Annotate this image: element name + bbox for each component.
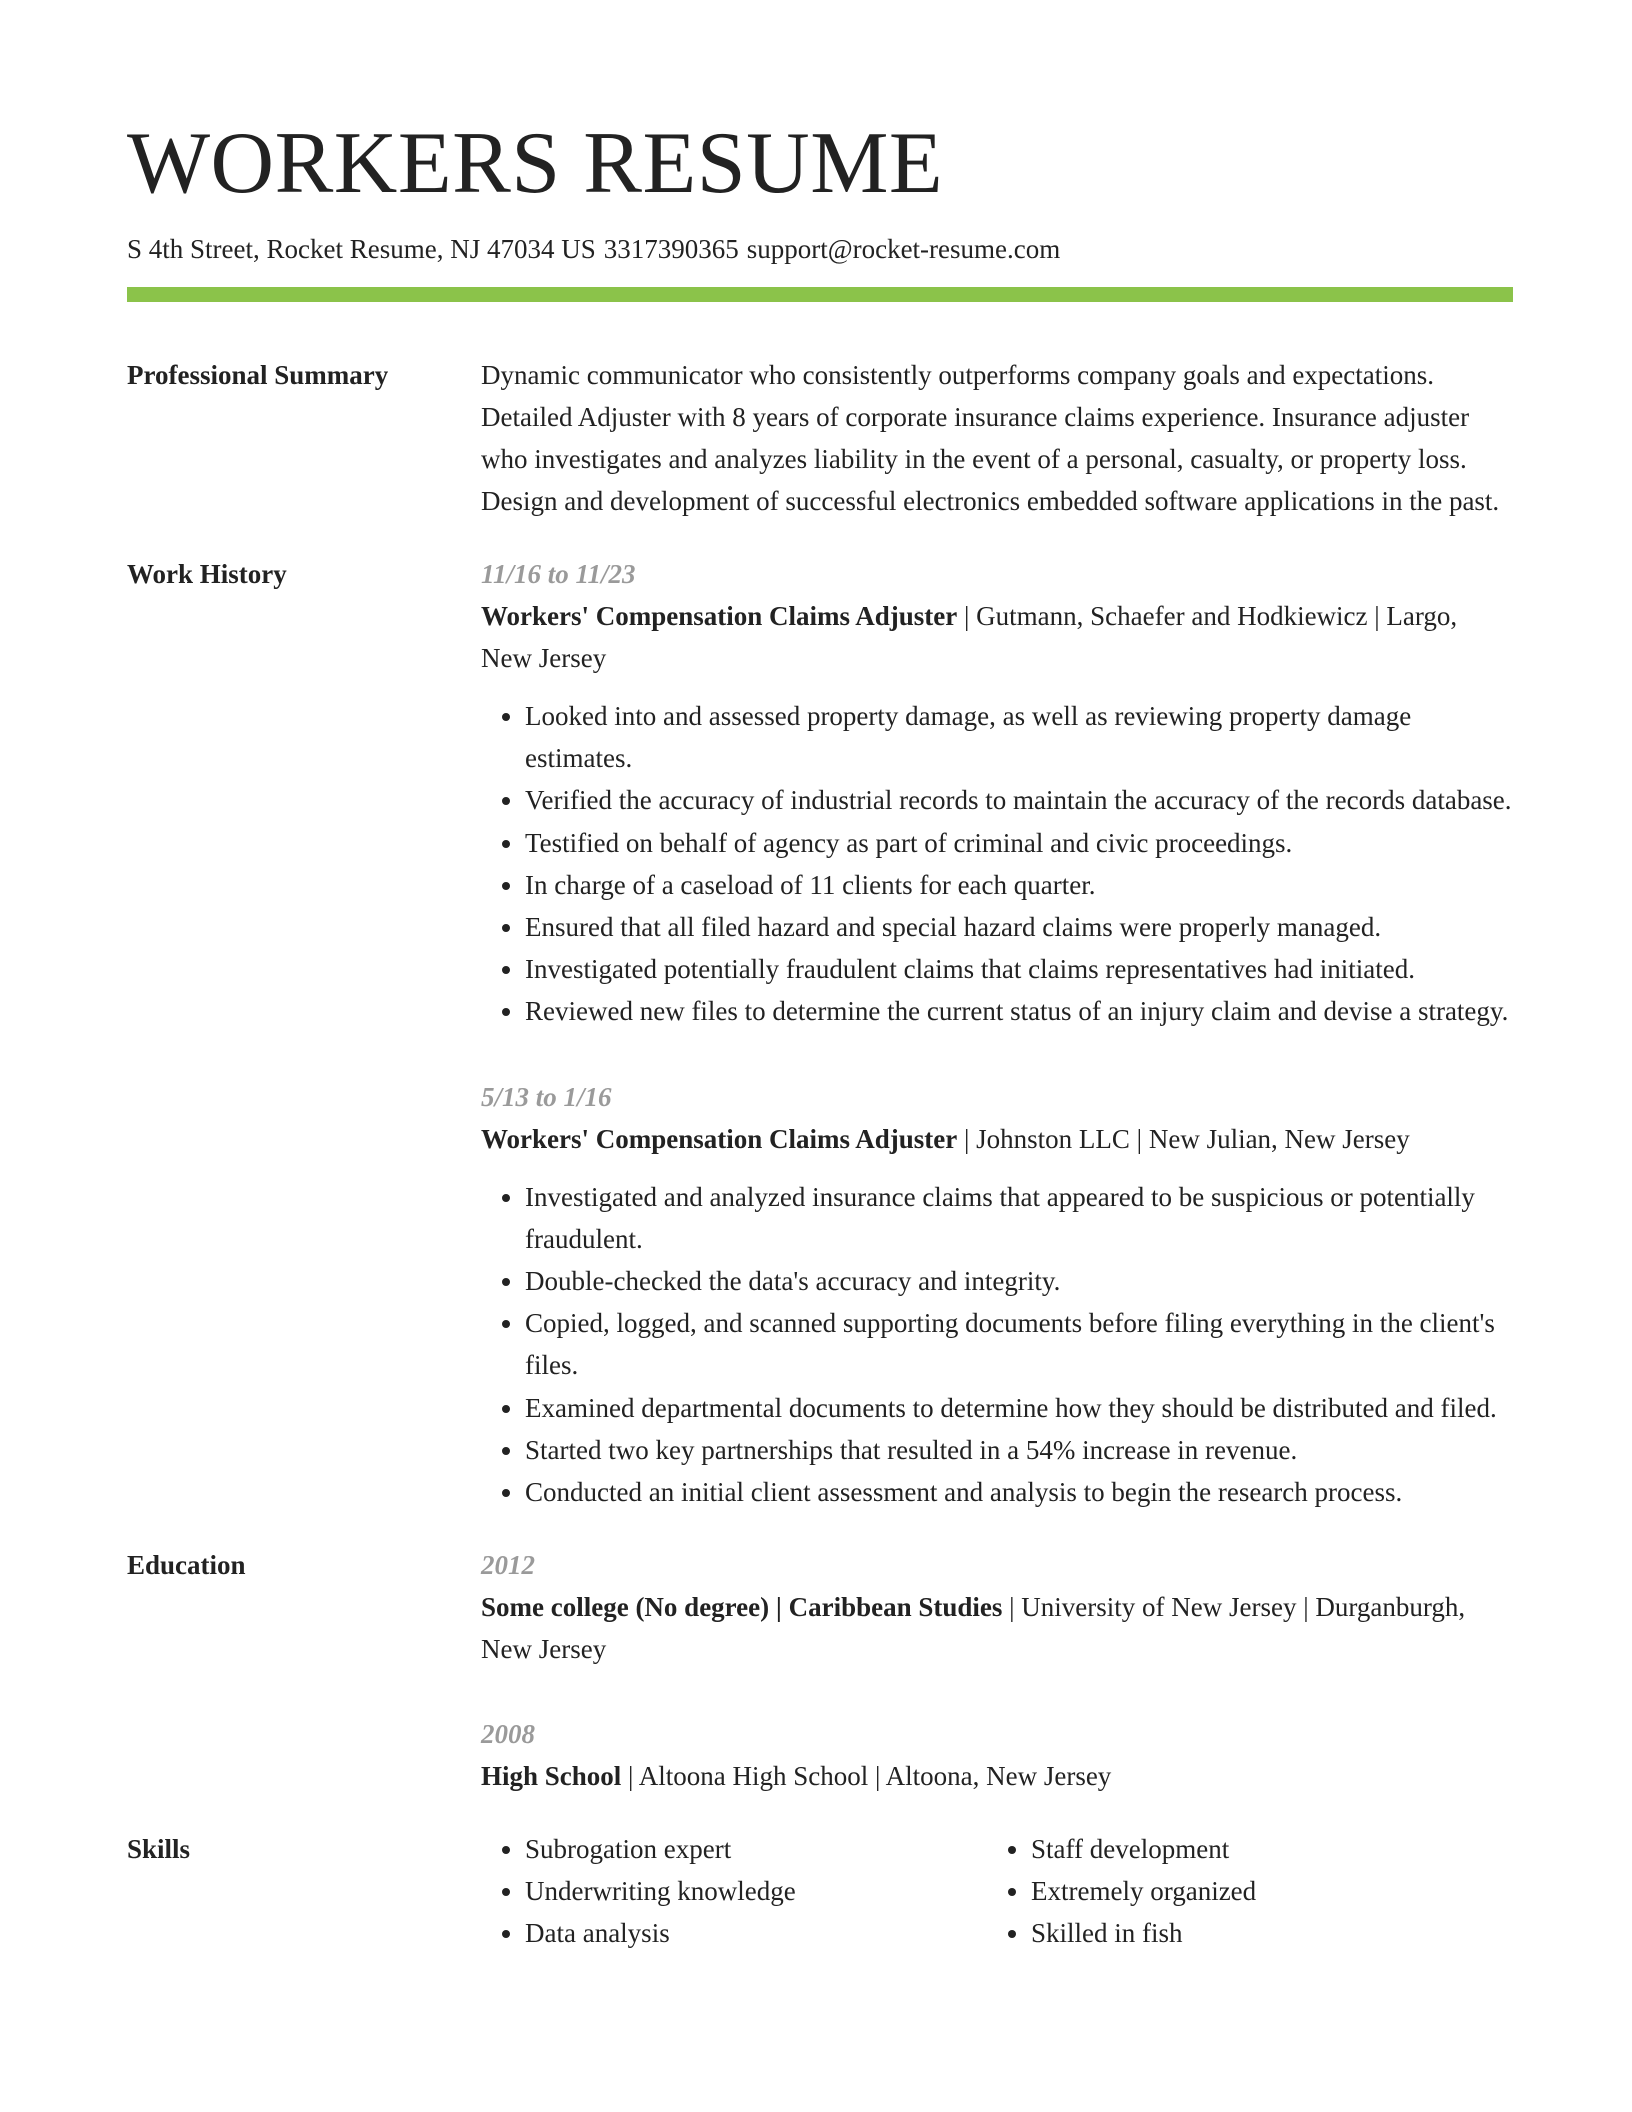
skill-item: • Staff development: [1031, 1828, 1493, 1870]
education-year: 2008: [481, 1719, 535, 1750]
job-bullet: • Ensured that all filed hazard and special hazard claims were properly managed.: [525, 906, 1513, 948]
job-bullet: • Examined departmental documents to determine how they should be distributed and filed.: [525, 1387, 1513, 1429]
job-entry: [481, 1076, 1513, 1514]
work-history-content: [481, 553, 1513, 1513]
skills-column-right: [987, 1828, 1493, 1954]
education-details: | Altoona High School | Altoona, New Jersey: [621, 1761, 1112, 1792]
skills-grid: [481, 1828, 1513, 1954]
job-bullet: • Verified the accuracy of industrial records to maintain the accuracy of the records database.: [525, 779, 1513, 821]
job-title: Workers' Compensation Claims Adjuster: [481, 601, 958, 631]
skill-item: • Skilled in fish: [1031, 1912, 1493, 1954]
education-entry: [481, 1713, 1513, 1797]
resume-body: [127, 354, 1513, 1954]
skill-item: • Underwriting knowledge: [525, 1870, 987, 1912]
resume-name: WORKERS RESUME: [127, 115, 944, 212]
job-bullet: • Started two key partnerships that resulted in a 54% increase in revenue.: [525, 1429, 1513, 1471]
education-year: 2012: [481, 1550, 535, 1581]
job-bullets: [481, 695, 1513, 1033]
summary-section: [127, 354, 1513, 522]
education-section: [127, 1544, 1513, 1797]
header-divider: [127, 287, 1513, 302]
contact-line: [127, 232, 1060, 266]
skills-label: Skills: [127, 1834, 191, 1865]
summary-text: Dynamic communicator who consistently outperforms company goals and expectations. Detailed Adjuster with 8 years of corporate insurance claims experience. Insurance adjuster who investigates and analyzes liability in the event of a personal, casualty, or property loss. Design and development of successful electronics embedded software applications in the past.: [481, 360, 1500, 516]
job-bullet: • Conducted an initial client assessment and analysis to begin the research process.: [525, 1471, 1513, 1513]
job-bullet: • In charge of a caseload of 11 clients for each quarter.: [525, 864, 1513, 906]
work-history-section: [127, 553, 1513, 1513]
job-bullet: • Investigated potentially fraudulent claims that claims representatives had initiated.: [525, 948, 1513, 990]
skills-section: [127, 1828, 1513, 1954]
job-bullets: [481, 1176, 1513, 1514]
contact-phone: 3317390365: [603, 234, 739, 264]
job-bullet: • Double-checked the data's accuracy and integrity.: [525, 1260, 1513, 1302]
job-details: | Johnston LLC | New Julian, New Jersey: [957, 1123, 1410, 1154]
job-bullet: • Investigated and analyzed insurance claims that appeared to be suspicious or potentially fraudulent.: [525, 1176, 1513, 1260]
job-header: [481, 1118, 1513, 1160]
skills-column-left: [481, 1828, 987, 1954]
education-label: Education: [127, 1550, 246, 1581]
job-dates: 11/16 to 11/23: [481, 559, 636, 589]
skills-content: [481, 1828, 1513, 1954]
skill-item: • Subrogation expert: [525, 1828, 987, 1870]
education-header: [481, 1586, 1513, 1670]
contact-address: S 4th Street, Rocket Resume, NJ 47034 US: [127, 234, 596, 264]
job-bullet: • Looked into and assessed property damage, as well as reviewing property damage estimates.: [525, 695, 1513, 779]
job-details: | Gutmann, Schaefer and Hodkiewicz | Largo, New Jersey: [481, 601, 1458, 673]
education-entry: [481, 1544, 1513, 1670]
education-title: High School: [481, 1761, 622, 1792]
education-details: | University of New Jersey | Durganburgh, New Jersey: [481, 1592, 1466, 1665]
job-bullet: • Copied, logged, and scanned supporting documents before filing everything in the client's files.: [525, 1302, 1513, 1386]
education-content: [481, 1544, 1513, 1797]
job-title: Workers' Compensation Claims Adjuster: [481, 1123, 958, 1154]
skill-item: • Extremely organized: [1031, 1870, 1493, 1912]
job-entry: [481, 553, 1513, 1033]
contact-email: support@rocket-resume.com: [746, 234, 1061, 264]
education-header: [481, 1755, 1513, 1797]
job-header: [481, 595, 1513, 679]
summary-content: [481, 354, 1513, 522]
work-history-label: Work History: [127, 559, 287, 589]
skill-item: • Data analysis: [525, 1912, 987, 1954]
education-title: Some college (No degree) | Caribbean Studies: [481, 1592, 1003, 1623]
summary-label: Professional Summary: [127, 360, 389, 390]
job-bullet: • Testified on behalf of agency as part of criminal and civic proceedings.: [525, 822, 1513, 864]
job-bullet: • Reviewed new files to determine the current status of an injury claim and devise a strategy.: [525, 990, 1513, 1032]
job-dates: 5/13 to 1/16: [481, 1081, 612, 1112]
